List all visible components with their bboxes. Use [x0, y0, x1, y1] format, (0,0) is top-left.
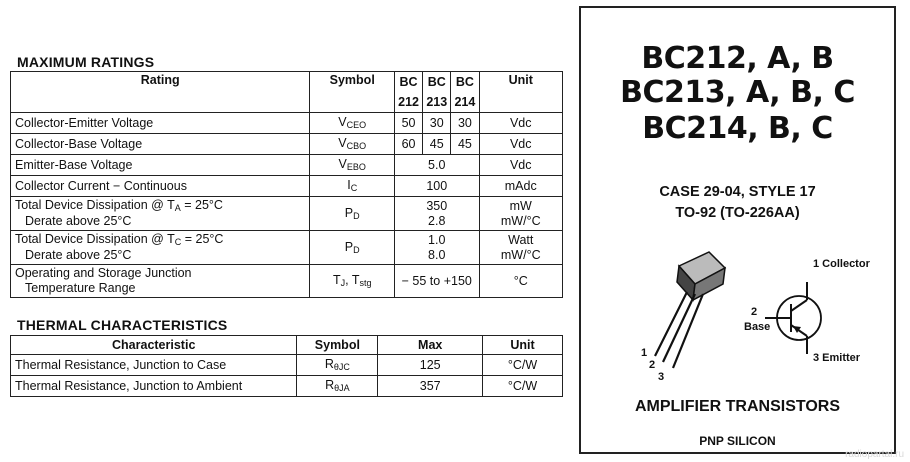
to92-package-icon: [631, 246, 741, 381]
max-cell: 357: [378, 376, 483, 397]
value-cell: 30: [451, 113, 479, 134]
rating-cell: Operating and Storage Junction Temperature Range: [11, 265, 310, 298]
pin-1-label: 1: [641, 347, 648, 359]
package-line: TO-92 (TO-226AA): [675, 205, 800, 221]
bc-header-214: BC: [451, 72, 479, 93]
unit-cell: Watt mW/°C: [479, 231, 563, 265]
value-cell: − 55 to +150: [394, 265, 479, 298]
value-cell: 350 2.8: [394, 197, 479, 231]
unit-cell: °C/W: [483, 355, 563, 376]
bc-header-213: BC: [423, 72, 451, 93]
rating-cell: Total Device Dissipation @ TC = 25°C Derate above 25°C: [11, 231, 310, 265]
symbol-cell: VCEO: [310, 113, 395, 134]
value-cell: 45: [423, 134, 451, 155]
pnp-silicon-label: PNP SILICON: [699, 434, 776, 448]
rating-cell: Total Device Dissipation @ TA = 25°C Derate above 25°C: [11, 197, 310, 231]
table-row: [11, 376, 563, 397]
unit-cell: mW mW/°C: [479, 197, 563, 231]
collector-label: 1 Collector: [813, 258, 870, 270]
symbol-cell: VEBO: [310, 155, 395, 176]
rating-cell: Emitter-Base Voltage: [11, 155, 310, 176]
symbol-cell: RθJC: [297, 355, 378, 376]
thermal-title: THERMAL CHARACTERISTICS: [17, 317, 228, 333]
table-row: [11, 134, 563, 155]
value-cell: 30: [423, 113, 451, 134]
symbol-cell: IC: [310, 176, 395, 197]
table-row: [11, 176, 563, 197]
value-cell: 5.0: [394, 155, 479, 176]
characteristic-header: Characteristic: [11, 336, 297, 355]
base-number-label: 2: [751, 306, 758, 318]
max-ratings-table: [10, 71, 563, 298]
part-info-box: [579, 6, 896, 454]
table-row: [11, 197, 563, 231]
symbol-cell: PD: [310, 197, 395, 231]
characteristic-cell: Thermal Resistance, Junction to Case: [11, 355, 297, 376]
unit-cell: Vdc: [479, 155, 563, 176]
unit-cell: °C/W: [483, 376, 563, 397]
bc212-header: 212: [394, 92, 422, 113]
symbol-cell: RθJA: [297, 376, 378, 397]
pin-3-label: 3: [658, 371, 665, 383]
rating-cell: Collector-Emitter Voltage: [11, 113, 310, 134]
unit-cell: mAdc: [479, 176, 563, 197]
symbol-header: Symbol: [297, 336, 378, 355]
max-cell: 125: [378, 355, 483, 376]
characteristic-cell: Thermal Resistance, Junction to Ambient: [11, 376, 297, 397]
table-header-row: [11, 336, 563, 355]
max-header: Max: [378, 336, 483, 355]
value-cell: 60: [394, 134, 422, 155]
table-row: [11, 265, 563, 298]
part-number-line-3: BC214, B, C: [642, 111, 833, 146]
unit-header: Unit: [483, 336, 563, 355]
unit-header: Unit: [479, 72, 563, 113]
table-header-row: [11, 72, 563, 93]
unit-cell: °C: [479, 265, 563, 298]
pnp-transistor-symbol-icon: [759, 278, 839, 358]
case-style-line: CASE 29-04, STYLE 17: [659, 184, 816, 200]
rating-cell: Collector Current − Continuous: [11, 176, 310, 197]
table-row: [11, 113, 563, 134]
bc214-header: 214: [451, 92, 479, 113]
value-cell: 1.0 8.0: [394, 231, 479, 265]
pin-2-label: 2: [649, 359, 656, 371]
part-number-line-2: BC213, A, B, C: [620, 75, 855, 110]
value-cell: 100: [394, 176, 479, 197]
value-cell: 45: [451, 134, 479, 155]
bc-header-212: BC: [394, 72, 422, 93]
symbol-header: Symbol: [310, 72, 395, 113]
symbol-cell: PD: [310, 231, 395, 265]
amplifier-transistors-label: AMPLIFIER TRANSISTORS: [634, 398, 841, 415]
symbol-cell: TJ, Tstg: [310, 265, 395, 298]
watermark: radiopartal.ru: [845, 449, 904, 460]
unit-cell: Vdc: [479, 113, 563, 134]
part-number-line-1: BC212, A, B: [641, 41, 834, 76]
unit-cell: Vdc: [479, 134, 563, 155]
value-cell: 50: [394, 113, 422, 134]
table-row: [11, 231, 563, 265]
bc213-header: 213: [423, 92, 451, 113]
base-label: Base: [744, 321, 771, 333]
symbol-cell: VCBO: [310, 134, 395, 155]
max-ratings-title: MAXIMUM RATINGS: [17, 54, 155, 70]
rating-cell: Collector-Base Voltage: [11, 134, 310, 155]
table-row: [11, 155, 563, 176]
thermal-table: [10, 335, 563, 397]
rating-header: Rating: [11, 72, 310, 113]
table-row: [11, 355, 563, 376]
emitter-label: 3 Emitter: [813, 352, 861, 364]
